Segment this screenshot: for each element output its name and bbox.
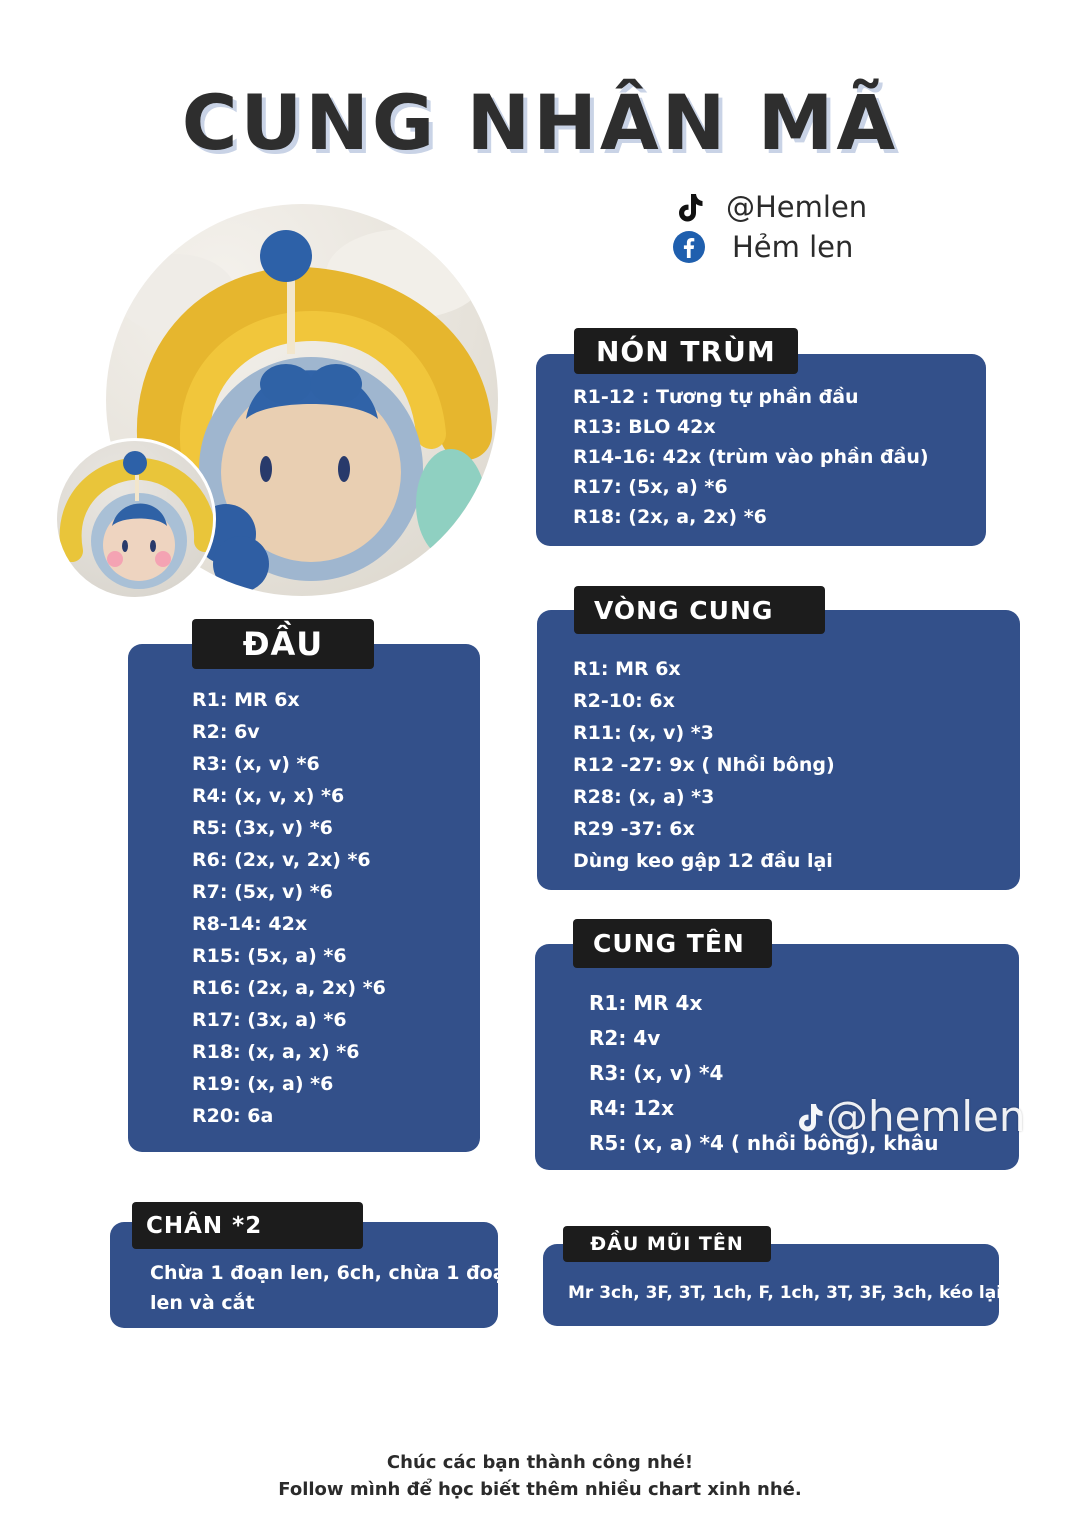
- facebook-page[interactable]: [672, 230, 853, 264]
- list-item: R1-12 : Tương tự phần đầu: [573, 386, 859, 408]
- list-item: R3: (x, v) *4: [589, 1061, 724, 1085]
- list-item: R19: (x, a) *6: [192, 1073, 334, 1095]
- list-item: Dùng keo gập 12 đầu lại: [573, 850, 833, 872]
- tiktok-icon: [792, 1097, 826, 1137]
- watermark: [792, 1092, 1026, 1141]
- list-item: R4: 12x: [589, 1096, 675, 1120]
- list-item: R7: (5x, v) *6: [192, 881, 333, 903]
- cung-ten-heading: CUNG TÊN: [573, 919, 772, 968]
- list-item: R5: (3x, v) *6: [192, 817, 333, 839]
- chan-heading: CHÂN *2: [132, 1202, 363, 1249]
- tiktok-icon: [672, 190, 706, 224]
- list-item: len và cắt: [150, 1292, 255, 1314]
- list-item: R14-16: 42x (trùm vào phần đầu): [573, 446, 929, 468]
- non-trum-heading: NÓN TRÙM: [574, 328, 798, 374]
- list-item: R20: 6a: [192, 1105, 274, 1127]
- facebook-icon: [672, 230, 706, 264]
- list-item: R1: MR 6x: [573, 658, 681, 680]
- non-trum-card: [536, 354, 986, 546]
- facebook-label: Hẻm len: [732, 230, 854, 264]
- list-item: R1: MR 4x: [589, 991, 703, 1015]
- list-item: R15: (5x, a) *6: [192, 945, 347, 967]
- watermark-text: @hemlen: [826, 1092, 1026, 1141]
- dau-mui-ten-heading: ĐẦU MŨI TÊN: [563, 1226, 771, 1262]
- list-item: R29 -37: 6x: [573, 818, 695, 840]
- list-item: R18: (x, a, x) *6: [192, 1041, 360, 1063]
- list-item: R18: (2x, a, 2x) *6: [573, 506, 767, 528]
- list-item: R17: (3x, a) *6: [192, 1009, 347, 1031]
- list-item: R2: 6v: [192, 721, 260, 743]
- page-title: CUNG NHÂN MÃ: [181, 78, 899, 167]
- vong-cung-card: [537, 610, 1020, 890]
- list-item: R5: (x, a) *4 ( nhồi bông), khâu: [589, 1131, 939, 1155]
- list-item: R8-14: 42x: [192, 913, 308, 935]
- list-item: R13: BLO 42x: [573, 416, 716, 438]
- list-item: R28: (x, a) *3: [573, 786, 715, 808]
- list-item: R16: (2x, a, 2x) *6: [192, 977, 386, 999]
- list-item: R3: (x, v) *6: [192, 753, 320, 775]
- tiktok-label: @Hemlen: [726, 190, 868, 224]
- list-item: R2-10: 6x: [573, 690, 675, 712]
- dau-card: [128, 644, 480, 1152]
- amigurumi-thumbnail: [54, 438, 216, 600]
- footer-line-1: Chúc các bạn thành công nhé!: [386, 1452, 694, 1473]
- list-item: R11: (x, v) *3: [573, 722, 714, 744]
- list-item: R6: (2x, v, 2x) *6: [192, 849, 371, 871]
- dau-heading: ĐẦU: [192, 619, 374, 669]
- list-item: R2: 4v: [589, 1026, 661, 1050]
- footer-line-2: Follow mình để học biết thêm nhiều chart xinh nhé.: [278, 1479, 802, 1500]
- tiktok-handle[interactable]: [672, 190, 867, 224]
- list-item: R12 -27: 9x ( Nhồi bông): [573, 754, 835, 776]
- list-item: R17: (5x, a) *6: [573, 476, 728, 498]
- list-item: Chừa 1 đoạn len, 6ch, chừa 1 đoạn: [150, 1262, 520, 1284]
- list-item: R1: MR 6x: [192, 689, 300, 711]
- list-item: R4: (x, v, x) *6: [192, 785, 345, 807]
- list-item: Mr 3ch, 3F, 3T, 1ch, F, 1ch, 3T, 3F, 3ch, kéo lại: [568, 1283, 1003, 1303]
- vong-cung-heading: VÒNG CUNG: [574, 586, 825, 634]
